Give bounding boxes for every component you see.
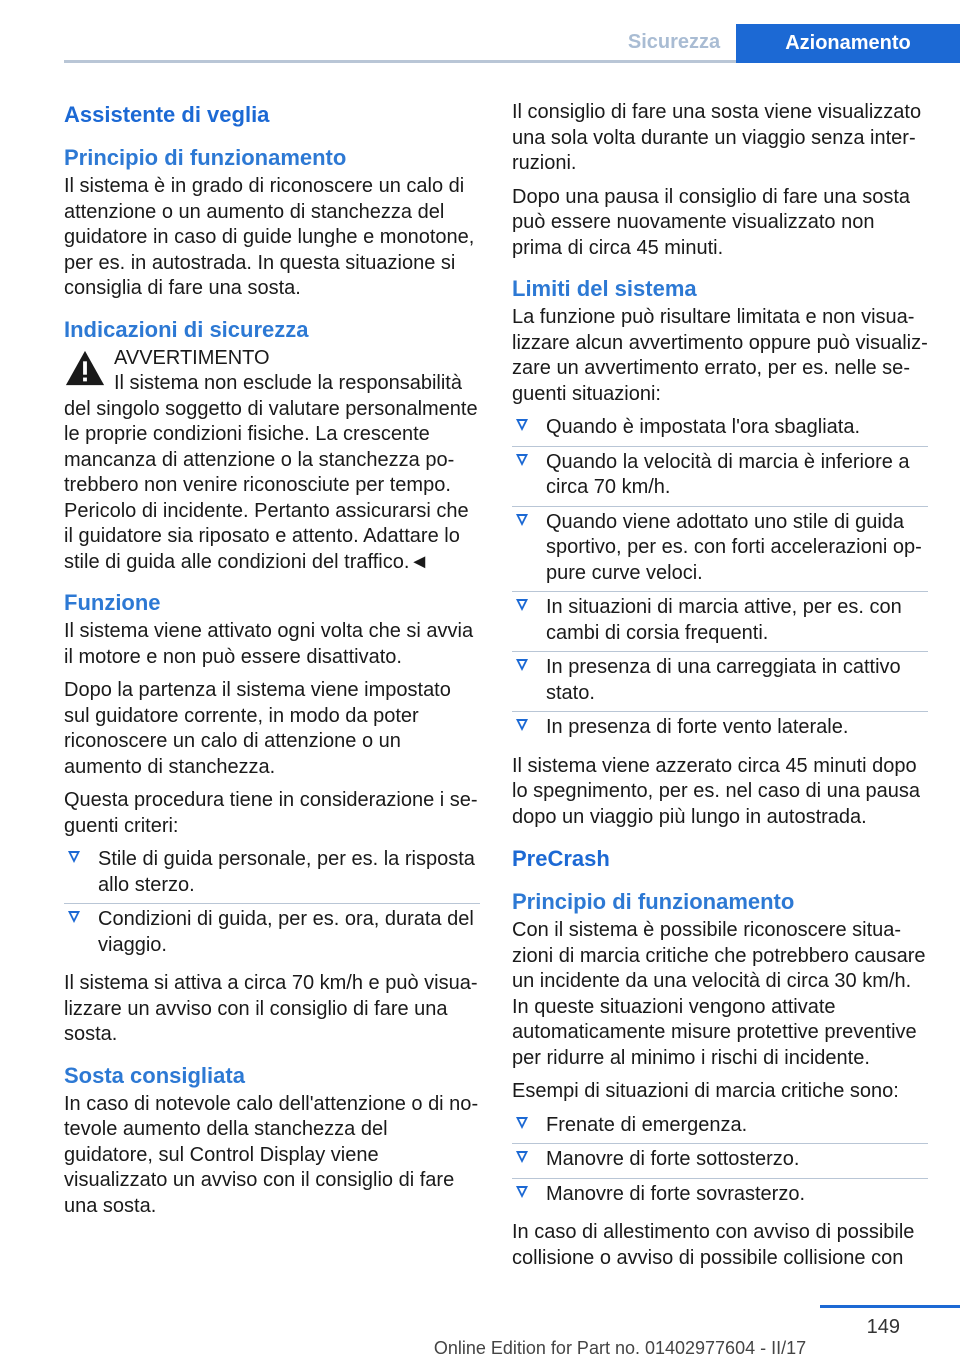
list-item-text: Condizioni di guida, per es. ora, durata del viaggio. (98, 908, 474, 956)
right-column (512, 100, 928, 1279)
list-item-text: Quando la velocità di marcia è inferiore a circa 70 km/h. (546, 450, 910, 498)
list-item (512, 1178, 928, 1213)
list-item-text: Quando è impostata l'ora sbagliata. (546, 416, 861, 438)
list-item (64, 847, 480, 903)
function-text-1: Il sistema viene attivato ogni volta che si avvia il motore e non può essere disattivato. (64, 620, 474, 668)
list-item-text: Manovre di forte sovrasterzo. (546, 1182, 805, 1205)
list-item (512, 446, 928, 506)
function-text-4: Il sistema si attiva a circa 70 km/h e può visualizzare un avviso con il consiglio di fare una sosta. (64, 972, 478, 1045)
tab-azionamento[interactable]: Azionamento (736, 24, 960, 63)
rest-text: In caso di notevole calo dell'attenzione o di notevole aumento della stanchezza del guidatore, sul Control Display viene visualizzato un avviso con il consiglio di fare una sosta. (64, 1092, 479, 1217)
triangle-bullet-icon (516, 719, 528, 731)
list-item-text: In situazioni di marcia attive, per es. con cambi di corsia frequenti. (546, 596, 902, 644)
heading-sosta: Sosta consigliata (64, 1062, 245, 1088)
function-text-3: Questa procedura tiene in considerazione i seguenti criteri: (64, 789, 478, 837)
list-item (512, 591, 928, 651)
list-item (512, 1113, 928, 1144)
list-item-text: Frenate di emergenza. (546, 1113, 748, 1136)
triangle-bullet-icon (516, 514, 528, 526)
triangle-bullet-icon (68, 911, 80, 923)
warning-label: AVVERTIMENTO (114, 346, 270, 369)
tab-sicurezza[interactable]: Sicurezza (627, 30, 721, 53)
list-item (512, 415, 928, 446)
triangle-bullet-icon (516, 599, 528, 611)
warning-block (64, 346, 480, 372)
triangle-bullet-icon (516, 659, 528, 671)
triangle-bullet-icon (516, 454, 528, 466)
list-item-text: Quando viene adottato uno stile di guida sportivo, per es. con forti accelerazioni oppure curve veloci. (546, 510, 922, 584)
limits-text: La funzione può risultare limitata e non visualizzare alcun avvertimento oppure può visualizzare un avvertimento errato, per es. nelle seguenti situazioni: (512, 306, 928, 405)
rest-text-2: Il consiglio di fare una sosta viene visualizzato una sola volta durante un viaggio senza interruzioni. (512, 101, 922, 174)
list-item-text: In presenza di forte vento laterale. (546, 716, 849, 738)
triangle-bullet-icon (516, 1151, 528, 1163)
list-item (512, 1143, 928, 1178)
warning-icon (64, 348, 106, 388)
page-number: 149 (866, 1316, 900, 1338)
heading-principio: Principio di funzionamento (64, 145, 347, 170)
list-item-text: Manovre di forte sottosterzo. (546, 1148, 800, 1170)
list-item (512, 506, 928, 592)
reset-text: Il sistema viene azzerato circa 45 minuti dopo lo spegnimento, per es. nel caso di una pausa dopo un viaggio più lungo in autostrada. (512, 754, 921, 828)
examples-list (512, 1113, 928, 1213)
heading-limiti: Limiti del sistema (512, 276, 697, 301)
footer-rule (820, 1305, 960, 1308)
triangle-bullet-icon (68, 851, 80, 863)
list-item (64, 903, 480, 963)
triangle-bullet-icon (516, 1186, 528, 1198)
function-text-2: Dopo la partenza il sistema viene impostato sul guidatore corrente, in modo da poter riconoscere un calo di attenzione o un aumento di stanchezza. (64, 679, 451, 778)
examples-intro: Esempi di situazioni di marcia critiche sono: (512, 1080, 899, 1102)
heading-sicurezza: Indicazioni di sicurezza (64, 316, 309, 342)
warning-text: Il sistema non esclude la responsabilità del singolo soggetto di valutare personalmente le proprie condizioni fisiche. La crescente mancanza di attenzione o la stanchezza potrebbero non venire riconosciute per tempo. Pericolo di incidente. Pertanto assicurarsi che il guidatore sia riposato e attento. Adattare lo stile di guida alle condizioni del traffico.◄ (64, 372, 478, 573)
heading-principio-precrash: Principio di funzionamento (512, 889, 795, 914)
rest-text-3: Dopo una pausa il consiglio di fare una sosta può essere nuovamente visualizzato non prima di circa 45 minuti. (512, 185, 911, 259)
limits-list (512, 415, 928, 746)
closing-text: In caso di allestimento con avviso di possibile collisione o avviso di possibile collisione con (512, 1221, 915, 1269)
criteria-list (64, 847, 480, 963)
list-item-text: In presenza di una carreggiata in cattivo stato. (546, 656, 901, 704)
section-title-precrash: PreCrash (512, 846, 610, 871)
precrash-text: Con il sistema è possibile riconoscere situazioni di marcia critiche che potrebbero causare un incidente da una velocità di circa 30 km/h. In queste situazioni vengono attivate automaticamente misure protettive preventive per ridurre al minimo i rischi di incidente. (512, 919, 926, 1069)
list-item-text: Stile di guida personale, per es. la risposta allo sterzo. (98, 848, 475, 896)
footer-edition: Online Edition for Part no. 01402977604 - II/17 (433, 1338, 807, 1358)
triangle-bullet-icon (516, 419, 528, 431)
left-column (64, 100, 480, 1227)
principle-text: Il sistema è in grado di riconoscere un calo di attenzione o un aumento di stanchezza del guidatore in caso di guide lunghe e monotone, per es. in autostrada. In questa situazione si consiglia di fare una sosta. (64, 175, 475, 299)
section-title-assistente: Assistente di veglia (64, 102, 270, 127)
list-item (512, 711, 928, 746)
list-item (512, 651, 928, 711)
heading-funzione: Funzione (64, 590, 161, 615)
triangle-bullet-icon (516, 1117, 528, 1129)
